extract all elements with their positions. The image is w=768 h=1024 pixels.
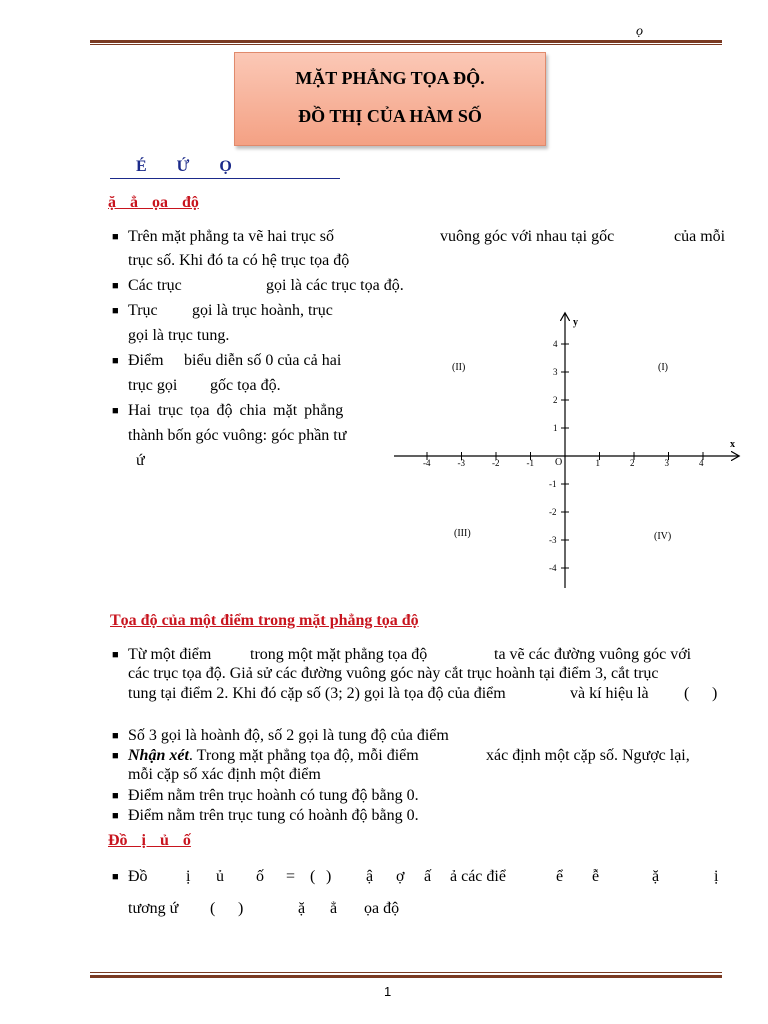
bullet-marker: ■ [112, 305, 119, 317]
y-tick-label: 2 [553, 395, 558, 405]
s1-b1-c: của mỗi [674, 228, 726, 245]
page-number: 1 [384, 984, 392, 999]
x-tick-label: -1 [526, 458, 534, 468]
s3-l2-2: ) [238, 900, 244, 917]
s1-b4-a: Điểm [128, 352, 164, 369]
s2-b1-l3b: và kí hiệu là [570, 685, 649, 702]
s3-l2-1: ( [210, 900, 216, 917]
s3-l1-3: ố [256, 868, 264, 885]
footer-rule [90, 975, 722, 978]
s3-l1-2: ủ [216, 868, 224, 885]
header-mark: ọ [636, 24, 643, 39]
s3-l2-4: ẳ [330, 900, 338, 917]
s3-l1-6: ) [326, 868, 332, 885]
title-box [234, 52, 546, 146]
bullet-marker: ■ [112, 810, 119, 822]
s2-b1-b: trong một mặt phẳng tọa độ [250, 646, 428, 663]
s1-b3-b: gọi là trục hoành, trục [192, 302, 333, 319]
s3-l1-1: ị [186, 868, 191, 885]
y-tick-label: -4 [549, 563, 557, 573]
s1-b1-a: Trên mặt phẳng ta vẽ hai trục số [128, 228, 335, 245]
s2-b1-c: ta vẽ các đường vuông góc với [494, 646, 692, 663]
s3-l1-9: ấ [424, 868, 432, 885]
s2-b5: Điểm nằm trên trục tung có hoành độ bằng 0. [128, 807, 419, 824]
s3-l1-7: ậ [366, 868, 374, 885]
s1-b3-a: Trục [128, 302, 158, 319]
bullet-marker: ■ [112, 280, 119, 292]
s1-b2-b: gọi là các trục tọa độ. [266, 277, 404, 294]
s1-b5-l1: Hai trục tọa độ chia mặt phẳng [128, 402, 344, 419]
y-tick-label: 4 [553, 339, 558, 349]
x-tick-label: -3 [457, 458, 465, 468]
bullet-marker: ■ [112, 790, 119, 802]
s2-b3-l2: mỗi cặp số xác định một điểm [128, 766, 321, 783]
bullet-marker: ■ [112, 231, 119, 243]
s3-l1-11: ể [556, 868, 564, 885]
s1-b1-l2: trục số. Khi đó ta có hệ trục tọa độ [128, 252, 350, 269]
s3-l1-12: ễ [592, 868, 600, 885]
origin-label: O [555, 457, 563, 468]
s3-l2-5: ọa độ [364, 900, 400, 917]
s1-b5-l2: thành bốn góc vuông: góc phần tư [128, 427, 347, 444]
x-tick-label: 1 [595, 458, 600, 468]
y-tick-label: -3 [549, 535, 557, 545]
s2-b2: Số 3 gọi là hoành độ, số 2 gọi là tung độ của điểm [128, 727, 449, 744]
s1-b5-l3: ứ [136, 452, 145, 469]
section1-heading: ặ ẳ ọa độ [108, 194, 199, 211]
x-tick-label: 4 [699, 458, 704, 468]
s2-b4: Điểm nằm trên trục hoành có tung độ bằng 0. [128, 787, 419, 804]
x-tick-label: -2 [492, 458, 500, 468]
s1-b4-l2a: trục gọi [128, 377, 178, 394]
s3-l1-0: Đồ [128, 868, 148, 885]
s1-b4-l2b: gốc tọa độ. [210, 377, 281, 394]
s3-l1-4: = [286, 868, 296, 885]
x-tick-label: 3 [664, 458, 669, 468]
section2-heading: Tọa độ của một điểm trong mặt phẳng tọa độ [110, 612, 419, 629]
s3-l1-14: ị [714, 868, 719, 885]
s3-l1-10: ả các điể [450, 868, 506, 885]
s1-b2-a: Các trục [128, 277, 182, 294]
s3-l2-0: tương ứ [128, 900, 179, 917]
bullet-marker: ■ [112, 405, 119, 417]
section-blue-heading: É Ứ Ọ [136, 158, 232, 175]
s3-l1-13: ặ [652, 868, 660, 885]
header-rule [90, 40, 722, 43]
s2-b1-l3a: tung tại điểm 2. Khi đó cặp số (3; 2) gọi là tọa độ của điểm [128, 685, 506, 702]
quadrant-label-ii: (II) [452, 362, 466, 373]
s3-l2-3: ặ [298, 900, 306, 917]
s2-b1-a: Từ một điểm [128, 646, 212, 663]
s1-b4-b: biểu diễn số 0 của cả hai [184, 352, 342, 369]
s2-b1-l3c: ( [684, 685, 690, 702]
s2-b1-l3d: ) [712, 685, 718, 702]
y-axis-label: y [573, 317, 578, 328]
y-tick-label: -1 [549, 479, 557, 489]
title-line-1: MẶT PHẲNG TỌA ĐỘ. [295, 68, 485, 88]
s2-b3-b: xác định một cặp số. Ngược lại, [486, 747, 690, 764]
quadrant-label-iii: (III) [454, 528, 471, 539]
quadrant-label-i: (I) [658, 362, 668, 373]
bullet-marker: ■ [112, 730, 119, 742]
quadrant-label-iv: (IV) [654, 531, 672, 542]
footer-rule-thin [90, 972, 722, 973]
s3-l1-5: ( [310, 868, 316, 885]
bullet-marker: ■ [112, 649, 119, 661]
header-rule-thin [90, 44, 722, 45]
y-tick-label: -2 [549, 507, 557, 517]
bullet-marker: ■ [112, 871, 119, 883]
s2-b1-l2: các trục tọa độ. Giả sử các đường vuông góc này cắt trục hoành tại điểm 3, cắt trục [128, 665, 659, 682]
bullet-marker: ■ [112, 750, 119, 762]
s2-b3-em: Nhận xét [128, 747, 189, 764]
y-tick-label: 1 [553, 423, 558, 433]
s1-b1-b: vuông góc với nhau tại gốc [440, 228, 615, 245]
x-tick-label: 2 [630, 458, 635, 468]
y-tick-label: 3 [553, 367, 558, 377]
s2-b3-a: . Trong mặt phẳng tọa độ, mỗi điểm [188, 747, 419, 764]
section-blue-underline [110, 178, 340, 179]
coordinate-plane [390, 308, 746, 592]
x-tick-label: -4 [423, 458, 431, 468]
section3-heading: Đồ ị ủ ố [108, 832, 191, 849]
title-line-2: ĐỒ THỊ CỦA HÀM SỐ [298, 106, 482, 126]
s1-b3-l2: gọi là trục tung. [128, 327, 230, 344]
bullet-marker: ■ [112, 355, 119, 367]
x-axis-label: x [730, 439, 735, 450]
s3-l1-8: ợ [396, 868, 405, 885]
